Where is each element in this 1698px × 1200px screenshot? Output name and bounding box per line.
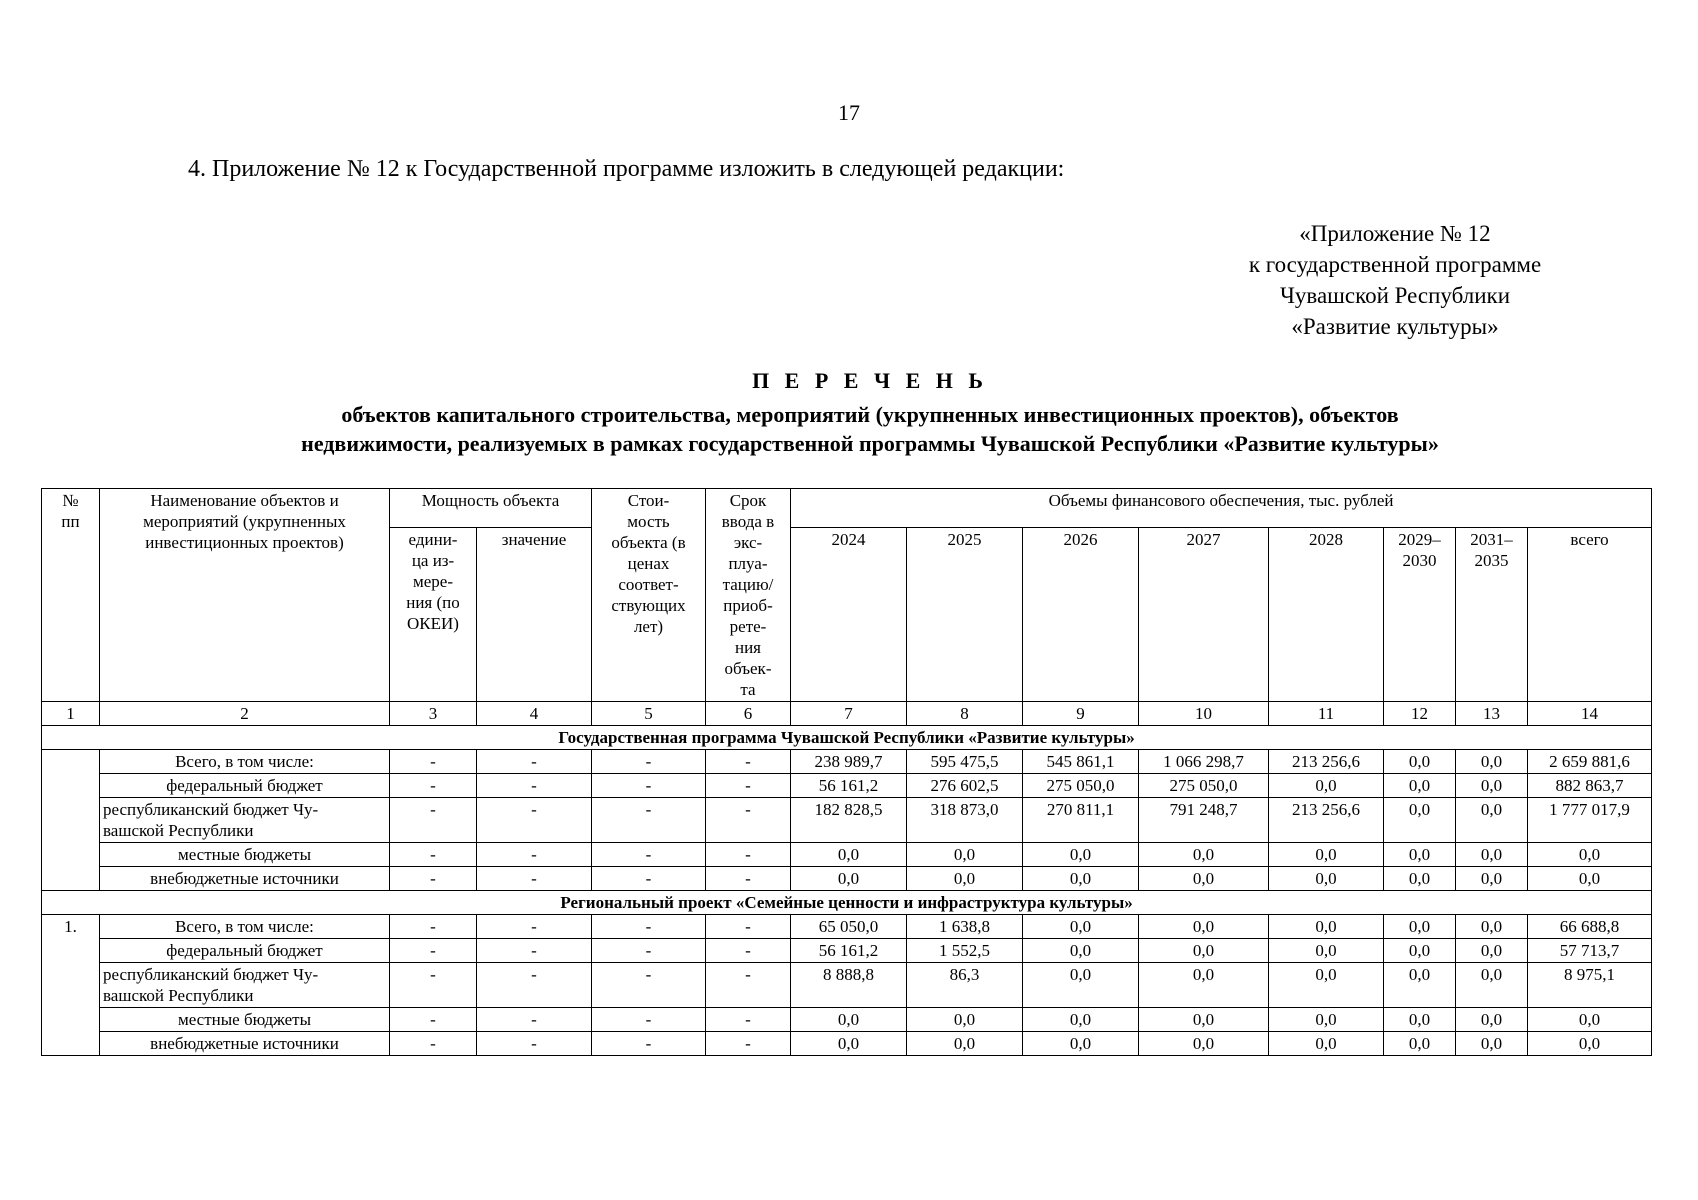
header-funding: Объемы финансового обеспечения, тыс. рублей	[791, 489, 1652, 528]
row-amount: 595 475,5	[907, 750, 1023, 774]
funding-table	[41, 488, 1652, 1056]
row-amount: 545 861,1	[1023, 750, 1139, 774]
column-number: 12	[1384, 702, 1456, 726]
row-amount: 86,3	[907, 963, 1023, 1008]
intro-paragraph: 4. Приложение № 12 к Государственной программе изложить в следующей редакции:	[188, 156, 1065, 182]
row-value: -	[477, 774, 592, 798]
row-amount: 275 050,0	[1139, 774, 1269, 798]
header-year: 2031– 2035	[1456, 527, 1528, 701]
row-amount: 275 050,0	[1023, 774, 1139, 798]
row-total-amount: 2 659 881,6	[1528, 750, 1652, 774]
row-amount: 0,0	[1456, 939, 1528, 963]
row-amount: 0,0	[1384, 750, 1456, 774]
row-number	[42, 963, 100, 1008]
row-amount: 0,0	[1269, 939, 1384, 963]
row-cost: -	[592, 798, 706, 843]
column-number-row	[42, 702, 1652, 726]
row-amount: 0,0	[791, 843, 907, 867]
row-amount: 0,0	[1269, 1032, 1384, 1056]
section-header-row	[42, 891, 1652, 915]
row-amount: 0,0	[1269, 774, 1384, 798]
appendix-reference	[1230, 218, 1560, 342]
row-name: Всего, в том числе:	[100, 750, 390, 774]
column-number: 13	[1456, 702, 1528, 726]
row-name: федеральный бюджет	[100, 939, 390, 963]
row-number	[42, 867, 100, 891]
row-unit: -	[390, 750, 477, 774]
header-year: 2028	[1269, 527, 1384, 701]
row-term: -	[706, 963, 791, 1008]
row-total-amount: 66 688,8	[1528, 915, 1652, 939]
row-amount: 0,0	[907, 867, 1023, 891]
row-amount: 1 638,8	[907, 915, 1023, 939]
row-amount: 0,0	[1456, 915, 1528, 939]
row-amount: 0,0	[1456, 750, 1528, 774]
table-row	[42, 1032, 1652, 1056]
row-value: -	[477, 867, 592, 891]
row-unit: -	[390, 963, 477, 1008]
row-term: -	[706, 1032, 791, 1056]
row-value: -	[477, 915, 592, 939]
row-amount: 0,0	[1139, 1008, 1269, 1032]
table-header	[42, 489, 1652, 726]
column-number: 8	[907, 702, 1023, 726]
appendix-line: «Развитие культуры»	[1291, 314, 1499, 339]
row-term: -	[706, 1008, 791, 1032]
row-value: -	[477, 750, 592, 774]
header-year: 2025	[907, 527, 1023, 701]
header-year: 2027	[1139, 527, 1269, 701]
header-year: 2029– 2030	[1384, 527, 1456, 701]
row-number	[42, 1032, 100, 1056]
table-row	[42, 798, 1652, 843]
row-amount: 0,0	[907, 1032, 1023, 1056]
row-amount: 0,0	[1139, 1032, 1269, 1056]
row-value: -	[477, 1032, 592, 1056]
row-total-amount: 1 777 017,9	[1528, 798, 1652, 843]
row-amount: 0,0	[1023, 1032, 1139, 1056]
row-amount: 213 256,6	[1269, 750, 1384, 774]
row-value: -	[477, 963, 592, 1008]
row-amount: 0,0	[1384, 1032, 1456, 1056]
row-amount: 0,0	[1456, 774, 1528, 798]
appendix-line: Чувашской Республики	[1279, 283, 1511, 308]
header-term: Срок ввода в экс- плуа- тацию/ приоб- рете- ния объек- та	[706, 489, 791, 702]
row-amount: 318 873,0	[907, 798, 1023, 843]
row-amount: 0,0	[791, 1008, 907, 1032]
row-amount: 0,0	[1384, 963, 1456, 1008]
section-title: Государственная программа Чувашской Республики «Развитие культуры»	[42, 726, 1652, 750]
row-total-amount: 8 975,1	[1528, 963, 1652, 1008]
row-amount: 0,0	[791, 1032, 907, 1056]
row-amount: 0,0	[1456, 798, 1528, 843]
row-amount: 0,0	[1139, 963, 1269, 1008]
row-unit: -	[390, 915, 477, 939]
row-amount: 0,0	[1023, 963, 1139, 1008]
row-amount: 0,0	[907, 1008, 1023, 1032]
row-cost: -	[592, 774, 706, 798]
column-number: 5	[592, 702, 706, 726]
row-name: федеральный бюджет	[100, 774, 390, 798]
row-number	[42, 750, 100, 774]
row-amount: 0,0	[1456, 843, 1528, 867]
row-amount: 0,0	[1023, 939, 1139, 963]
row-term: -	[706, 750, 791, 774]
row-number	[42, 774, 100, 798]
row-cost: -	[592, 915, 706, 939]
row-amount: 0,0	[1384, 939, 1456, 963]
row-amount: 0,0	[1023, 843, 1139, 867]
row-amount: 276 602,5	[907, 774, 1023, 798]
column-number: 6	[706, 702, 791, 726]
row-amount: 65 050,0	[791, 915, 907, 939]
row-amount: 0,0	[1456, 963, 1528, 1008]
column-number: 2	[100, 702, 390, 726]
header-num: № пп	[42, 489, 100, 702]
row-number	[42, 1008, 100, 1032]
row-amount: 0,0	[1456, 1032, 1528, 1056]
row-amount: 0,0	[1384, 867, 1456, 891]
appendix-line: к государственной программе	[1248, 252, 1542, 277]
appendix-line: «Приложение № 12	[1299, 221, 1491, 246]
row-amount: 1 066 298,7	[1139, 750, 1269, 774]
row-term: -	[706, 774, 791, 798]
row-cost: -	[592, 843, 706, 867]
row-amount: 213 256,6	[1269, 798, 1384, 843]
header-total: всего	[1528, 527, 1652, 701]
row-total-amount: 882 863,7	[1528, 774, 1652, 798]
row-name: республиканский бюджет Чу- вашской Республики	[100, 963, 390, 1008]
table-row	[42, 843, 1652, 867]
column-number: 1	[42, 702, 100, 726]
row-name: внебюджетные источники	[100, 867, 390, 891]
header-capacity: Мощность объекта	[390, 489, 592, 528]
row-amount: 0,0	[907, 843, 1023, 867]
row-cost: -	[592, 750, 706, 774]
table-row	[42, 750, 1652, 774]
row-term: -	[706, 915, 791, 939]
section-title: Региональный проект «Семейные ценности и инфраструктура культуры»	[42, 891, 1652, 915]
row-amount: 56 161,2	[791, 774, 907, 798]
row-amount: 0,0	[1384, 774, 1456, 798]
subtitle-line: объектов капитального строительства, мероприятий (укрупненных инвестиционных проектов), объектов	[341, 402, 1399, 427]
row-name: внебюджетные источники	[100, 1032, 390, 1056]
row-unit: -	[390, 1032, 477, 1056]
row-amount: 0,0	[1023, 915, 1139, 939]
column-number: 14	[1528, 702, 1652, 726]
document-subtitle	[0, 400, 1698, 458]
row-cost: -	[592, 1032, 706, 1056]
row-cost: -	[592, 1008, 706, 1032]
row-cost: -	[592, 963, 706, 1008]
column-number: 11	[1269, 702, 1384, 726]
header-cost: Стои- мость объекта (в ценах соответ- ствующих лет)	[592, 489, 706, 702]
subtitle-line: недвижимости, реализуемых в рамках государственной программы Чувашской Республики «Развитие культуры»	[301, 431, 1439, 456]
row-value: -	[477, 1008, 592, 1032]
table-row	[42, 939, 1652, 963]
row-amount: 182 828,5	[791, 798, 907, 843]
column-number: 4	[477, 702, 592, 726]
row-name: местные бюджеты	[100, 843, 390, 867]
row-amount: 0,0	[1269, 915, 1384, 939]
row-unit: -	[390, 843, 477, 867]
row-name: республиканский бюджет Чу- вашской Республики	[100, 798, 390, 843]
table-row	[42, 774, 1652, 798]
column-number: 10	[1139, 702, 1269, 726]
row-name: Всего, в том числе:	[100, 915, 390, 939]
row-amount: 238 989,7	[791, 750, 907, 774]
section-header-row	[42, 726, 1652, 750]
row-unit: -	[390, 798, 477, 843]
table-row	[42, 963, 1652, 1008]
row-total-amount: 57 713,7	[1528, 939, 1652, 963]
row-term: -	[706, 939, 791, 963]
row-amount: 0,0	[791, 867, 907, 891]
page-number: 17	[838, 100, 860, 125]
column-number: 3	[390, 702, 477, 726]
row-amount: 0,0	[1456, 867, 1528, 891]
row-unit: -	[390, 867, 477, 891]
row-total-amount: 0,0	[1528, 867, 1652, 891]
row-number	[42, 798, 100, 843]
row-amount: 0,0	[1269, 1008, 1384, 1032]
row-total-amount: 0,0	[1528, 1008, 1652, 1032]
row-number	[42, 939, 100, 963]
row-total-amount: 0,0	[1528, 843, 1652, 867]
row-amount: 56 161,2	[791, 939, 907, 963]
header-name: Наименование объектов и мероприятий (укрупненных инвестиционных проектов)	[100, 489, 390, 702]
row-amount: 0,0	[1269, 963, 1384, 1008]
row-number: 1.	[42, 915, 100, 939]
row-total-amount: 0,0	[1528, 1032, 1652, 1056]
column-number: 7	[791, 702, 907, 726]
row-amount: 0,0	[1139, 867, 1269, 891]
header-year: 2026	[1023, 527, 1139, 701]
row-amount: 0,0	[1269, 843, 1384, 867]
row-amount: 0,0	[1456, 1008, 1528, 1032]
row-amount: 0,0	[1023, 1008, 1139, 1032]
row-term: -	[706, 867, 791, 891]
row-amount: 0,0	[1384, 915, 1456, 939]
row-unit: -	[390, 774, 477, 798]
table-row	[42, 867, 1652, 891]
row-unit: -	[390, 1008, 477, 1032]
row-value: -	[477, 798, 592, 843]
row-amount: 0,0	[1384, 798, 1456, 843]
row-amount: 0,0	[1139, 915, 1269, 939]
row-cost: -	[592, 867, 706, 891]
row-cost: -	[592, 939, 706, 963]
row-amount: 270 811,1	[1023, 798, 1139, 843]
row-value: -	[477, 843, 592, 867]
header-value: значение	[477, 527, 592, 701]
row-unit: -	[390, 939, 477, 963]
row-amount: 0,0	[1023, 867, 1139, 891]
row-amount: 0,0	[1384, 843, 1456, 867]
table-body	[42, 726, 1652, 1056]
header-unit: едини- ца из- мере- ния (по ОКЕИ)	[390, 527, 477, 701]
header-year: 2024	[791, 527, 907, 701]
column-number: 9	[1023, 702, 1139, 726]
row-number	[42, 843, 100, 867]
row-term: -	[706, 843, 791, 867]
row-amount: 0,0	[1269, 867, 1384, 891]
row-value: -	[477, 939, 592, 963]
table-row	[42, 915, 1652, 939]
table-row	[42, 1008, 1652, 1032]
row-amount: 0,0	[1384, 1008, 1456, 1032]
row-term: -	[706, 798, 791, 843]
row-name: местные бюджеты	[100, 1008, 390, 1032]
row-amount: 0,0	[1139, 939, 1269, 963]
row-amount: 0,0	[1139, 843, 1269, 867]
row-amount: 8 888,8	[791, 963, 907, 1008]
row-amount: 791 248,7	[1139, 798, 1269, 843]
row-amount: 1 552,5	[907, 939, 1023, 963]
document-title: П Е Р Е Ч Е Н Ь	[752, 368, 988, 393]
